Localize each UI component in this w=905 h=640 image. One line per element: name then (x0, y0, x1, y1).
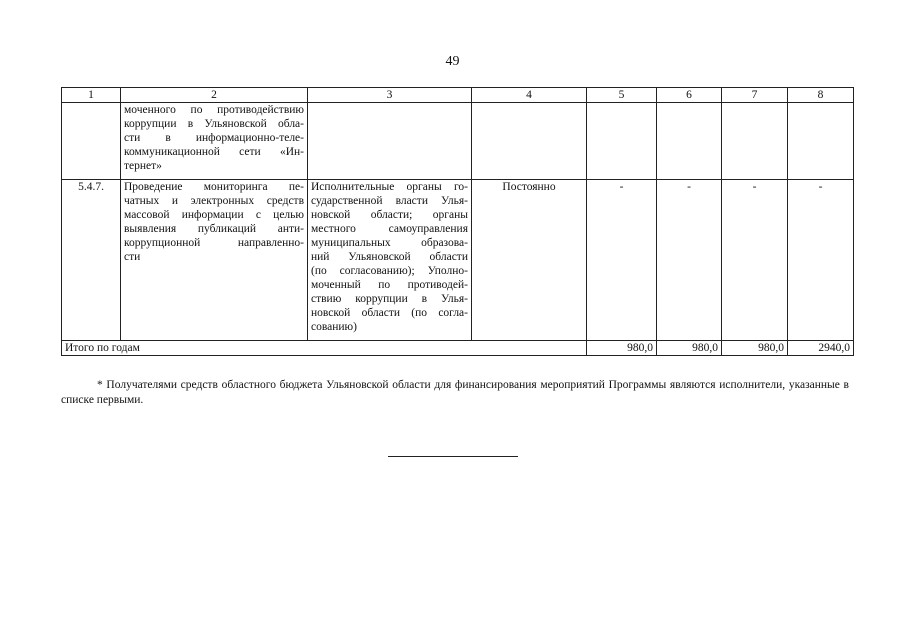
header-cell: 5 (587, 88, 657, 103)
total-amount-cell: 980,0 (722, 341, 788, 356)
table-cell (472, 103, 587, 180)
table-row (62, 180, 854, 341)
text-line: ствию коррупции в Улья- (311, 293, 468, 305)
total-label-cell: Итого по годам (62, 341, 587, 356)
text-line: (по согласованию); Уполно- (311, 265, 468, 277)
term-cell: Постоянно (472, 180, 587, 341)
amount-cell: - (788, 180, 854, 341)
footnote: * Получателями средств областного бюджета Ульяновской области для финансирования мероприятий Программы являются исполнители, указанные в списке первыми. (61, 379, 849, 406)
text-line: Проведение мониторинга пе- (124, 181, 304, 193)
amount-cell: - (722, 180, 788, 341)
header-cell: 6 (657, 88, 722, 103)
amount-cell: - (587, 180, 657, 341)
header-cell: 3 (308, 88, 472, 103)
item-number-cell: 5.4.7. (62, 180, 121, 341)
table-cell (657, 103, 722, 180)
header-cell: 8 (788, 88, 854, 103)
total-amount-cell: 2940,0 (788, 341, 854, 356)
text-line: сованию) (311, 321, 357, 333)
table-cell (62, 103, 121, 180)
executors-cell (308, 180, 472, 341)
text-line: сти в информационно-теле- (124, 132, 304, 144)
text-line: выявления публикаций анти- (124, 223, 304, 235)
total-row (62, 341, 854, 356)
table-cell (587, 103, 657, 180)
text-line: новской области; органы (311, 209, 468, 221)
table-cell (788, 103, 854, 180)
text-line: чатных и электронных средств (124, 195, 304, 207)
table-cell (308, 103, 472, 180)
header-cell: 1 (62, 88, 121, 103)
text-line: коррупции в Ульяновской обла- (124, 118, 304, 130)
header-cell: 2 (121, 88, 308, 103)
text-line: коррупционной направленно- (124, 237, 304, 249)
text-line: моченного по противодействию (124, 104, 304, 116)
table-header-row (62, 88, 854, 103)
total-amount-cell: 980,0 (587, 341, 657, 356)
text-line: сударственной власти Улья- (311, 195, 468, 207)
activity-cell (121, 180, 308, 341)
program-activities-table (61, 87, 854, 356)
text-line: новской области (по согла- (311, 307, 468, 319)
text-line: местного самоуправления (311, 223, 468, 235)
text-line: тернет» (124, 160, 162, 172)
table-row (62, 103, 854, 180)
table-cell (722, 103, 788, 180)
text-line: моченный по противодей- (311, 279, 468, 291)
text-line: массовой информации с целью (124, 209, 304, 221)
text-line: ний Ульяновской области (311, 251, 468, 263)
text-line: коммуникационной сети «Ин- (124, 146, 304, 158)
header-cell: 4 (472, 88, 587, 103)
total-amount-cell: 980,0 (657, 341, 722, 356)
end-separator-line (388, 456, 518, 457)
page-number: 49 (445, 54, 460, 69)
activity-cell (121, 103, 308, 180)
amount-cell: - (657, 180, 722, 341)
text-line: муниципальных образова- (311, 237, 468, 249)
header-cell: 7 (722, 88, 788, 103)
text-line: Исполнительные органы го- (311, 181, 468, 193)
text-line: сти (124, 251, 141, 263)
